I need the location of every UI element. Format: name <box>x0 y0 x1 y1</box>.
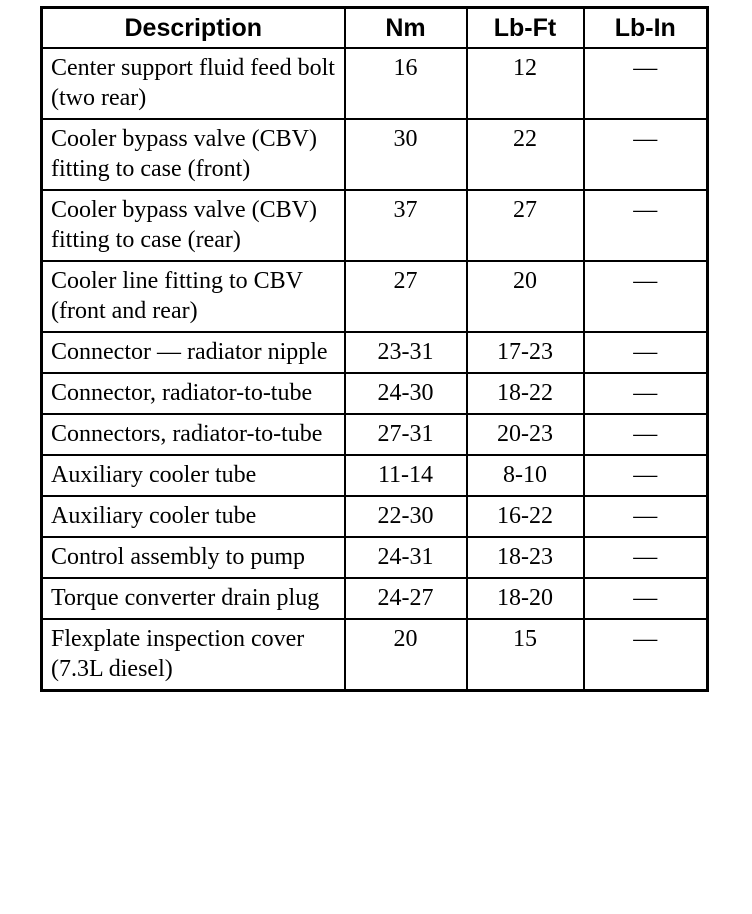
description-cell: Control assembly to pump <box>42 537 345 578</box>
lb-ft-cell: 8-10 <box>467 455 584 496</box>
lb-ft-cell: 20-23 <box>467 414 584 455</box>
table-row <box>42 619 708 691</box>
lb-in-cell: — <box>584 48 708 119</box>
table-row <box>42 48 708 119</box>
description-cell: Center support fluid feed bolt (two rear) <box>42 48 345 119</box>
nm-cell: 16 <box>345 48 467 119</box>
description-cell: Cooler bypass valve (CBV) fitting to case (rear) <box>42 190 345 261</box>
lb-in-cell: — <box>584 373 708 414</box>
header-lb-ft: Lb-Ft <box>467 8 584 49</box>
table-row <box>42 455 708 496</box>
description-cell: Flexplate inspection cover (7.3L diesel) <box>42 619 345 691</box>
description-cell: Torque converter drain plug <box>42 578 345 619</box>
description-cell: Connector — radiator nipple <box>42 332 345 373</box>
description-cell: Auxiliary cooler tube <box>42 455 345 496</box>
lb-in-cell: — <box>584 414 708 455</box>
table-row <box>42 332 708 373</box>
table-row <box>42 190 708 261</box>
table-row <box>42 537 708 578</box>
lb-in-cell: — <box>584 332 708 373</box>
lb-ft-cell: 18-23 <box>467 537 584 578</box>
nm-cell: 24-31 <box>345 537 467 578</box>
table-row <box>42 373 708 414</box>
lb-ft-cell: 15 <box>467 619 584 691</box>
lb-in-cell: — <box>584 578 708 619</box>
nm-cell: 37 <box>345 190 467 261</box>
lb-in-cell: — <box>584 190 708 261</box>
table-row <box>42 261 708 332</box>
nm-cell: 20 <box>345 619 467 691</box>
nm-cell: 24-27 <box>345 578 467 619</box>
description-cell: Auxiliary cooler tube <box>42 496 345 537</box>
lb-in-cell: — <box>584 455 708 496</box>
lb-ft-cell: 17-23 <box>467 332 584 373</box>
lb-ft-cell: 27 <box>467 190 584 261</box>
lb-in-cell: — <box>584 619 708 691</box>
lb-in-cell: — <box>584 119 708 190</box>
torque-spec-table <box>40 6 709 692</box>
description-cell: Cooler bypass valve (CBV) fitting to case (front) <box>42 119 345 190</box>
description-cell: Cooler line fitting to CBV (front and rear) <box>42 261 345 332</box>
header-nm: Nm <box>345 8 467 49</box>
lb-ft-cell: 12 <box>467 48 584 119</box>
lb-ft-cell: 18-22 <box>467 373 584 414</box>
table-row <box>42 119 708 190</box>
nm-cell: 22-30 <box>345 496 467 537</box>
lb-ft-cell: 18-20 <box>467 578 584 619</box>
header-description: Description <box>42 8 345 49</box>
header-lb-in: Lb-In <box>584 8 708 49</box>
nm-cell: 27 <box>345 261 467 332</box>
nm-cell: 11-14 <box>345 455 467 496</box>
nm-cell: 24-30 <box>345 373 467 414</box>
header-row <box>42 8 708 49</box>
table-row <box>42 496 708 537</box>
lb-ft-cell: 22 <box>467 119 584 190</box>
table-row <box>42 578 708 619</box>
nm-cell: 23-31 <box>345 332 467 373</box>
description-cell: Connectors, radiator-to-tube <box>42 414 345 455</box>
table-row <box>42 414 708 455</box>
lb-in-cell: — <box>584 496 708 537</box>
nm-cell: 30 <box>345 119 467 190</box>
nm-cell: 27-31 <box>345 414 467 455</box>
lb-in-cell: — <box>584 261 708 332</box>
lb-in-cell: — <box>584 537 708 578</box>
lb-ft-cell: 16-22 <box>467 496 584 537</box>
description-cell: Connector, radiator-to-tube <box>42 373 345 414</box>
lb-ft-cell: 20 <box>467 261 584 332</box>
